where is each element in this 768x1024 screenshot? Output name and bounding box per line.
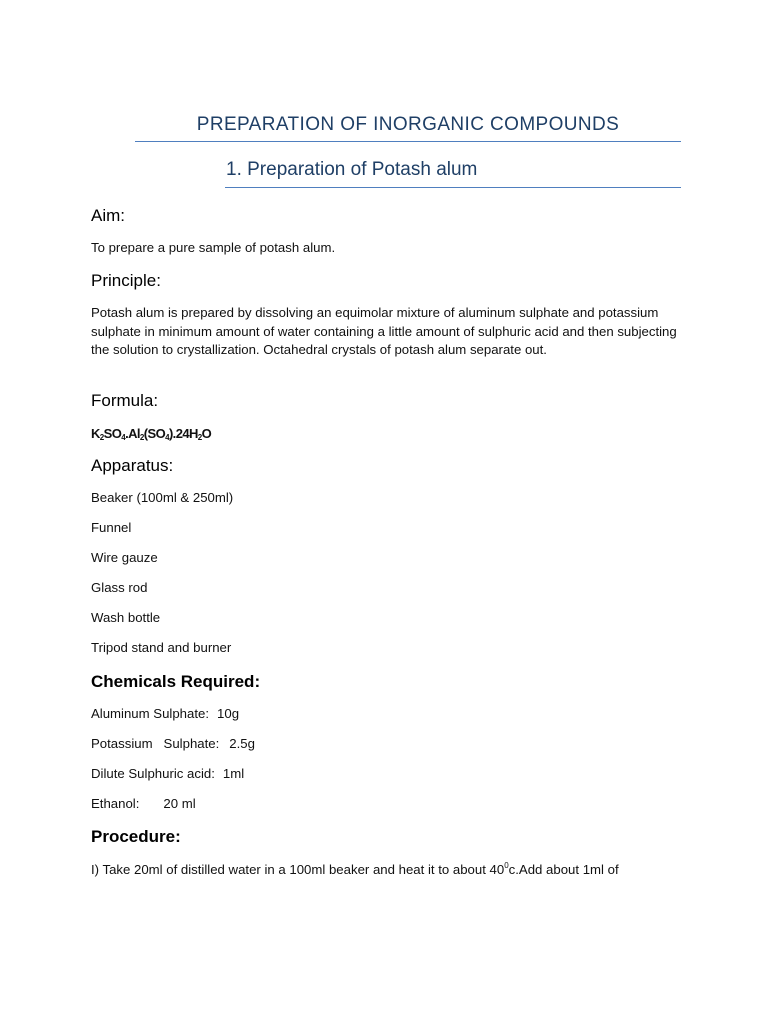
chemical-item: Aluminum Sulphate: 10g	[91, 706, 240, 721]
apparatus-item: Funnel	[91, 520, 132, 535]
section-underline	[225, 187, 681, 188]
formula-heading: Formula:	[91, 391, 159, 410]
document-title: PREPARATION OF INORGANIC COMPOUNDS	[196, 114, 620, 135]
section-title: 1. Preparation of Potash alum	[226, 159, 478, 180]
apparatus-item: Beaker (100ml & 250ml)	[91, 490, 234, 505]
apparatus-heading: Apparatus:	[91, 456, 174, 475]
chemical-formula: $K_2SO_4.Al_2(SO_4).24H_2O$	[91, 426, 212, 442]
aim-text: To prepare a pure sample of potash alum.	[91, 240, 336, 255]
apparatus-item: Glass rod	[91, 580, 148, 595]
chemical-item: Ethanol: 20 ml	[91, 796, 196, 811]
chemical-item: Dilute Sulphuric acid: 1ml	[91, 766, 245, 781]
chemicals-heading: Chemicals Required:	[91, 672, 261, 691]
apparatus-item: Wash bottle	[91, 610, 161, 625]
procedure-step: I) Take 20ml of distilled water in a 100ml beaker and heat it to about $40^0c.Add$ about 1ml of	[91, 861, 619, 877]
apparatus-item: Tripod stand and burner	[91, 640, 232, 655]
principle-heading: Principle:	[91, 271, 161, 290]
apparatus-item: Wire gauze	[91, 550, 158, 565]
procedure-heading: Procedure:	[91, 827, 181, 846]
principle-text: Potash alum is prepared by dissolving an equimolar mixture of aluminum sulphate and potassium sulphate in minimum amount of water containing a little amount of sulphuric acid and then subjecting the solution to crystallization. Octahedral crystals of potash alum separate out.	[91, 305, 677, 357]
chemical-item: Potassium Sulphate: 2.5g	[91, 736, 255, 751]
title-underline	[135, 141, 681, 142]
aim-heading: Aim:	[91, 206, 125, 225]
